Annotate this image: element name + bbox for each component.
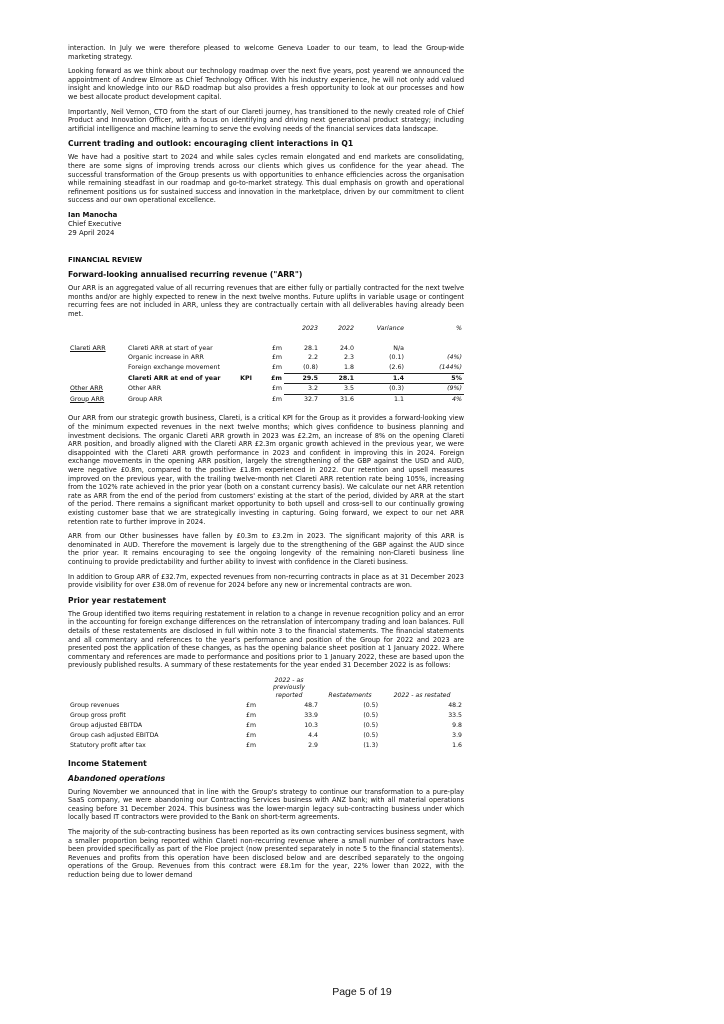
restatement-row-unit: £m xyxy=(246,721,256,729)
restatement-header-row xyxy=(68,676,464,701)
arr-row-unit: £m xyxy=(271,395,282,403)
restatement-row-unit: £m xyxy=(246,741,256,749)
arr-row-pct: (9%) xyxy=(406,384,464,395)
table-row xyxy=(68,373,464,384)
restatement-row-restated: 3.9 xyxy=(452,731,462,739)
restatement-row-rest: (0.5) xyxy=(363,721,378,729)
arr-row-pct: 5% xyxy=(451,374,462,382)
income-statement-heading: Income Statement xyxy=(68,758,147,768)
table-row xyxy=(68,394,464,404)
arr-row-2023: 28.1 xyxy=(303,344,318,352)
restatement-row-prev: 10.3 xyxy=(304,721,318,729)
table-row xyxy=(68,721,464,731)
arr-row-unit: £m xyxy=(271,354,282,362)
restatement-row-unit: £m xyxy=(246,701,256,709)
intro-paragraph-3: Importantly, Neil Vernon, CTO from the start of our Clareti journey, has transitioned to the newly created role of Chief Product and Innovation Officer, with a focus on identifying and driving next generational product strategy; including artificial intelligence and machine learning to serve the evolving needs of the financial services data landscape. xyxy=(68,107,464,133)
arr-row-variance: (0.3) xyxy=(356,384,406,395)
restatement-row-prev: 2.9 xyxy=(308,741,318,749)
arr-row-variance: 1.4 xyxy=(392,374,404,382)
abandoned-operations-paragraph-1: During November we announced that in line with the Group's strategy to continue our transformation to a pure-play SaaS company, we were abandoning our Contracting Services business with ANZ bank; with all material operations ceasing before 31 December 2024. This business was the lower-margin legacy sub-contracting business under which locally based IT contractors were provided to the Bank on short-term agreements. xyxy=(68,787,464,822)
page-content xyxy=(68,44,464,886)
restatement-header-restated: 2022 - as restated xyxy=(393,692,451,700)
restatement-row-prev: 4.4 xyxy=(308,731,318,739)
arr-row-2023: (0.8) xyxy=(284,363,320,373)
restatement-paragraph: The Group identified two items requiring restatement in relation to a change in revenue recognition policy and an error in the accounting for foreign exchange differences on the retranslation of intercompany trading and loan balances. Full details of these restatements are disclosed in full within note 3 to the financial statements. The financial statements and all commentary and references to the year's performance and position of the Group for 2022 and 2023 are presented post the application of these changes, as has the opening balance sheet position at 1 January 2022. Where commentary and references are made to performance and positions prior to 1 January 2022, these are based upon the previously published results. A summary of these restatements for the year ended 31 December 2022 is as follows: xyxy=(68,609,464,670)
arr-row-variance: (0.1) xyxy=(389,354,404,362)
arr-row-label: Other ARR xyxy=(128,385,161,393)
arr-row-2022: 1.8 xyxy=(320,363,356,373)
signature-title: Chief Executive xyxy=(68,219,122,228)
table-row xyxy=(68,353,464,363)
arr-row-pct: (4%) xyxy=(447,354,462,362)
abandoned-operations-paragraph-2: The majority of the sub-contracting business has been reported as its own contracting services business segment, with a smaller proportion being reported within Clareti non-recurring revenue where a small number of contractors have been provided specifically as part of the Floe project (now presented separately in note 5 to the financial statements). Revenues and profits from this operation have been disclosed below and are described separately to the ongoing operations of the Group. Revenues from this contract were £8.1m for the year, 22% lower than 2022, with the reduction being due to lower demand xyxy=(68,828,464,879)
restatement-heading: Prior year restatement xyxy=(68,595,167,605)
arr-row-label: Group ARR xyxy=(128,395,163,403)
arr-row-unit: £m xyxy=(271,374,282,382)
restatement-row-rest: (0.5) xyxy=(363,731,378,739)
table-row xyxy=(68,711,464,721)
restatement-row-label: Group revenues xyxy=(70,701,120,709)
arr-row-2022: 2.3 xyxy=(343,354,354,362)
arr-commentary-paragraph-2: ARR from our Other businesses have fallen by £0.3m to £3.2m in 2023. The significant majority of this ARR is denominated in AUD. Therefore the movement is largely due to the strengthening of the GBP against the AUD since the prior year. It remains encouraging to see the ongoing longevity of the remaining non-Clareti business line continuing to provide predictability and further ability to invest with confidence in the Clareti business. xyxy=(68,532,464,566)
arr-commentary-paragraph-3: In addition to Group ARR of £32.7m, expected revenues from non-recurring contracts in place as at 31 December 2023 provide visibility for over £38.0m of revenue for 2024 before any new or incremental contracts are won. xyxy=(68,572,464,590)
arr-header-2022: 2022 xyxy=(337,325,354,333)
arr-definition-paragraph: Our ARR is an aggregated value of all recurring revenues that are either fully or partially contracted for the next twelve months and/or are highly expected to renew in the next twelve months. Future uplifts in variable usage or contingent recurring fees are not included in ARR, unless they are contractually certain with all deliverables having already been met. xyxy=(68,283,464,318)
arr-row-unit: £m xyxy=(271,385,282,393)
restatement-row-unit: £m xyxy=(246,711,256,719)
restatement-row-label: Group adjusted EBITDA xyxy=(70,721,143,729)
arr-row-group xyxy=(68,373,126,384)
arr-row-2023: 3.2 xyxy=(284,384,320,395)
arr-row-variance: N/a xyxy=(393,344,404,352)
arr-table-header-row xyxy=(68,324,464,334)
arr-row-group xyxy=(68,363,126,373)
intro-paragraph-1: interaction. In July we were therefore pleased to welcome Geneva Loader to our team, to lead the Group-wide marketing strategy. xyxy=(68,44,464,61)
trading-heading: Current trading and outlook: encouraging client interactions in Q1 xyxy=(68,139,354,149)
restatement-row-rest: (1.3) xyxy=(363,741,378,749)
arr-row-group: Group ARR xyxy=(70,395,105,403)
arr-row-2023: 32.7 xyxy=(303,395,318,403)
arr-row-label: Foreign exchange movement xyxy=(128,364,220,372)
arr-row-2022: 24.0 xyxy=(339,344,354,352)
restatement-header-prev: 2022 - as previously reported xyxy=(273,676,305,700)
arr-row-label: Clareti ARR at end of year xyxy=(128,374,221,382)
restatement-header-rest: Restatements xyxy=(328,692,372,700)
arr-commentary-paragraph-1: Our ARR from our strategic growth business, Clareti, is a critical KPI for the Group as it provides a forward-looking view of the minimum expected revenues in the next twelve months; which gives confidence to business planning and investment decisions. The organic Clareti ARR growth in 2023 was £2.2m, an increase of 8% on the opening Clareti ARR position, and broadly aligned with the Clareti ARR £2.3m organic growth achieved in the previous year, we were disappointed with the Clareti ARR growth performance in 2023 and confident in improving this in 2024. Foreign exchange movements in the opening ARR position, largely the strengthening of the GBP against the USD and AUD, were negative £0.8m, compared to the positive £1.8m experienced in 2022. Our retention and upsell measures improved on the previous year, with the trailing twelve-month net Clareti ARR retention rate being 105%, increasing from the 102% rate achieved in the prior year (both on a constant currency basis). We calculate our net ARR retention rate as ARR from the end of the period from customers' existing at the start of the period, divided by ARR at the start of the period. There remains a significant market opportunity to both upsell and cross-sell to our continually growing existing customer base that we are strategically investing in capturing. Going forward, we expect to our net ARR retention rate to further improve in 2024. xyxy=(68,414,464,526)
intro-paragraph-2: Looking forward as we think about our technology roadmap over the next five years, post yearend we announced the appointment of Andrew Elmore as Chief Technology Officer. With his industry experience, he will not only add valued insight and knowledge into our R&D roadmap but also provides a fresh opportunity to look at our processes and how we best allocate product development capital. xyxy=(68,67,464,101)
restatement-row-restated: 9.8 xyxy=(452,721,462,729)
restatement-row-label: Group gross profit xyxy=(70,711,126,719)
trading-paragraph: We have had a positive start to 2024 and while sales cycles remain elongated and end markets are consolidating, there are some signs of improving trends across our clients which gives us confidence for the year ahead. The successful transformation of the Group presents us with opportunities to enhance efficiencies across the organisation while remaining steadfast in our roadmap and go-to-market strategy. This dual emphasis on growth and operational refinement positions us for sustained success and innovation in the marketplace, driven by our commitment to client success and our own operational excellence. xyxy=(68,153,464,205)
page-number: Page 5 of 19 xyxy=(332,986,392,998)
arr-row-2023: 29.5 xyxy=(302,374,318,382)
arr-row-pct xyxy=(406,344,464,354)
arr-row-2022: 31.6 xyxy=(339,395,354,403)
arr-row-group: Other ARR xyxy=(70,385,103,393)
arr-row-pct: (144%) xyxy=(406,363,464,373)
restatement-table xyxy=(68,676,464,751)
restatement-row-rest: (0.5) xyxy=(363,701,378,709)
table-row xyxy=(68,363,464,373)
arr-row-label: Clareti ARR at start of year xyxy=(128,344,213,352)
signature-block xyxy=(68,211,464,238)
arr-header-variance: Variance xyxy=(376,325,404,333)
signature-name: Ian Manocha xyxy=(68,210,118,219)
restatement-row-prev: 48.7 xyxy=(304,701,318,709)
table-row xyxy=(68,731,464,741)
table-row xyxy=(68,384,464,395)
table-row xyxy=(68,344,464,354)
arr-row-group xyxy=(68,353,126,363)
restatement-row-rest: (0.5) xyxy=(363,711,378,719)
table-row xyxy=(68,701,464,711)
financial-review-title: FINANCIAL REVIEW xyxy=(68,255,143,264)
arr-row-2022: 28.1 xyxy=(338,374,354,382)
restatement-row-label: Group cash adjusted EBITDA xyxy=(70,731,159,739)
restatement-row-prev: 33.9 xyxy=(304,711,318,719)
arr-header-pct: % xyxy=(456,325,462,333)
arr-row-pct: 4% xyxy=(452,395,462,403)
restatement-row-restated: 1.6 xyxy=(452,741,462,749)
restatement-row-restated: 48.2 xyxy=(448,701,462,709)
arr-row-unit: £m xyxy=(271,344,282,352)
arr-header-2023: 2023 xyxy=(301,325,318,333)
arr-row-variance: (2.6) xyxy=(356,363,406,373)
arr-row-unit: £m xyxy=(271,364,282,372)
restatement-row-unit: £m xyxy=(246,731,256,739)
table-row xyxy=(68,741,464,751)
restatement-row-label: Statutory profit after tax xyxy=(70,741,146,749)
arr-row-2022: 3.5 xyxy=(320,384,356,395)
arr-table xyxy=(68,324,464,404)
abandoned-operations-heading: Abandoned operations xyxy=(68,773,166,783)
arr-row-label: Organic increase in ARR xyxy=(128,354,204,362)
signature-date: 29 April 2024 xyxy=(68,228,115,237)
arr-row-kpi: KPI xyxy=(240,374,252,382)
arr-row-2023: 2.2 xyxy=(307,354,318,362)
arr-row-variance: 1.1 xyxy=(393,395,404,403)
arr-row-group: Clareti ARR xyxy=(70,344,106,352)
arr-heading: Forward-looking annualised recurring revenue ("ARR") xyxy=(68,269,303,279)
restatement-row-restated: 33.5 xyxy=(448,711,462,719)
